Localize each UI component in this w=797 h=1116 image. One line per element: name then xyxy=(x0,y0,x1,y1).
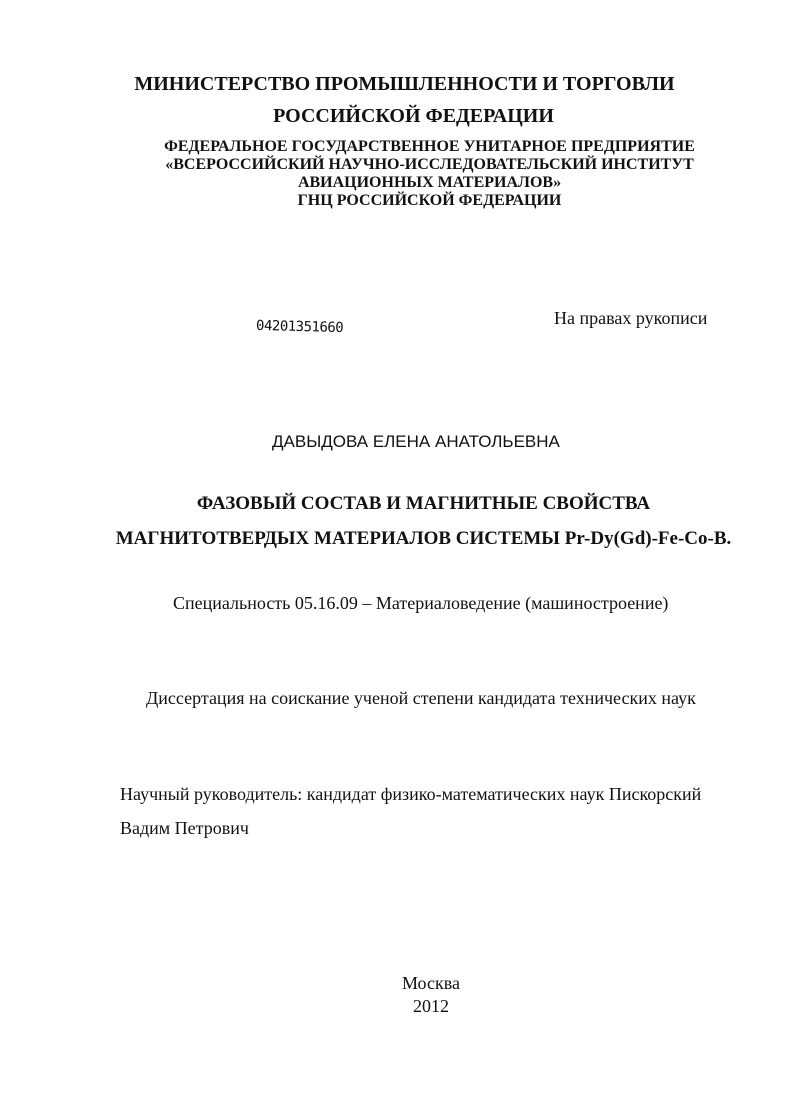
manuscript-rights: На правах рукописи xyxy=(554,308,708,328)
ministry-line-2: РОССИЙСКОЙ ФЕДЕРАЦИИ xyxy=(273,105,554,127)
year: 2012 xyxy=(413,996,449,1016)
specialty: Специальность 05.16.09 – Материаловедение (машиностроение) xyxy=(173,593,669,613)
degree: Диссертация на соискание ученой степени кандидата технических наук xyxy=(146,688,696,708)
author-name: ДАВЫДОВА ЕЛЕНА АНАТОЛЬЕВНА xyxy=(272,432,560,451)
thesis-title-line: МАГНИТОТВЕРДЫХ МАТЕРИАЛОВ СИСТЕМЫ Pr-Dy(Gd)-Fe-Co-B. xyxy=(115,528,732,549)
supervisor-line-1: Научный руководитель: кандидат физико-математических наук Пискорский xyxy=(120,784,702,804)
thesis-title-line: ФАЗОВЫЙ СОСТАВ И МАГНИТНЫЕ СВОЙСТВА xyxy=(196,493,651,514)
ministry-line-1: МИНИСТЕРСТВО ПРОМЫШЛЕННОСТИ И ТОРГОВЛИ xyxy=(134,73,675,95)
city: Москва xyxy=(402,973,460,993)
supervisor-line-2: Вадим Петрович xyxy=(120,818,249,838)
organization-line: «ВСЕРОССИЙСКИЙ НАУЧНО-ИССЛЕДОВАТЕЛЬСКИЙ ИНСТИТУТ xyxy=(165,156,694,173)
registration-number: 04201351660 xyxy=(255,317,344,337)
organization-line: ГНЦ РОССИЙСКОЙ ФЕДЕРАЦИИ xyxy=(297,192,562,209)
organization-line: ФЕДЕРАЛЬНОЕ ГОСУДАРСТВЕННОЕ УНИТАРНОЕ ПРЕДПРИЯТИЕ xyxy=(164,138,695,155)
organization-line: АВИАЦИОННЫХ МАТЕРИАЛОВ» xyxy=(297,174,562,191)
